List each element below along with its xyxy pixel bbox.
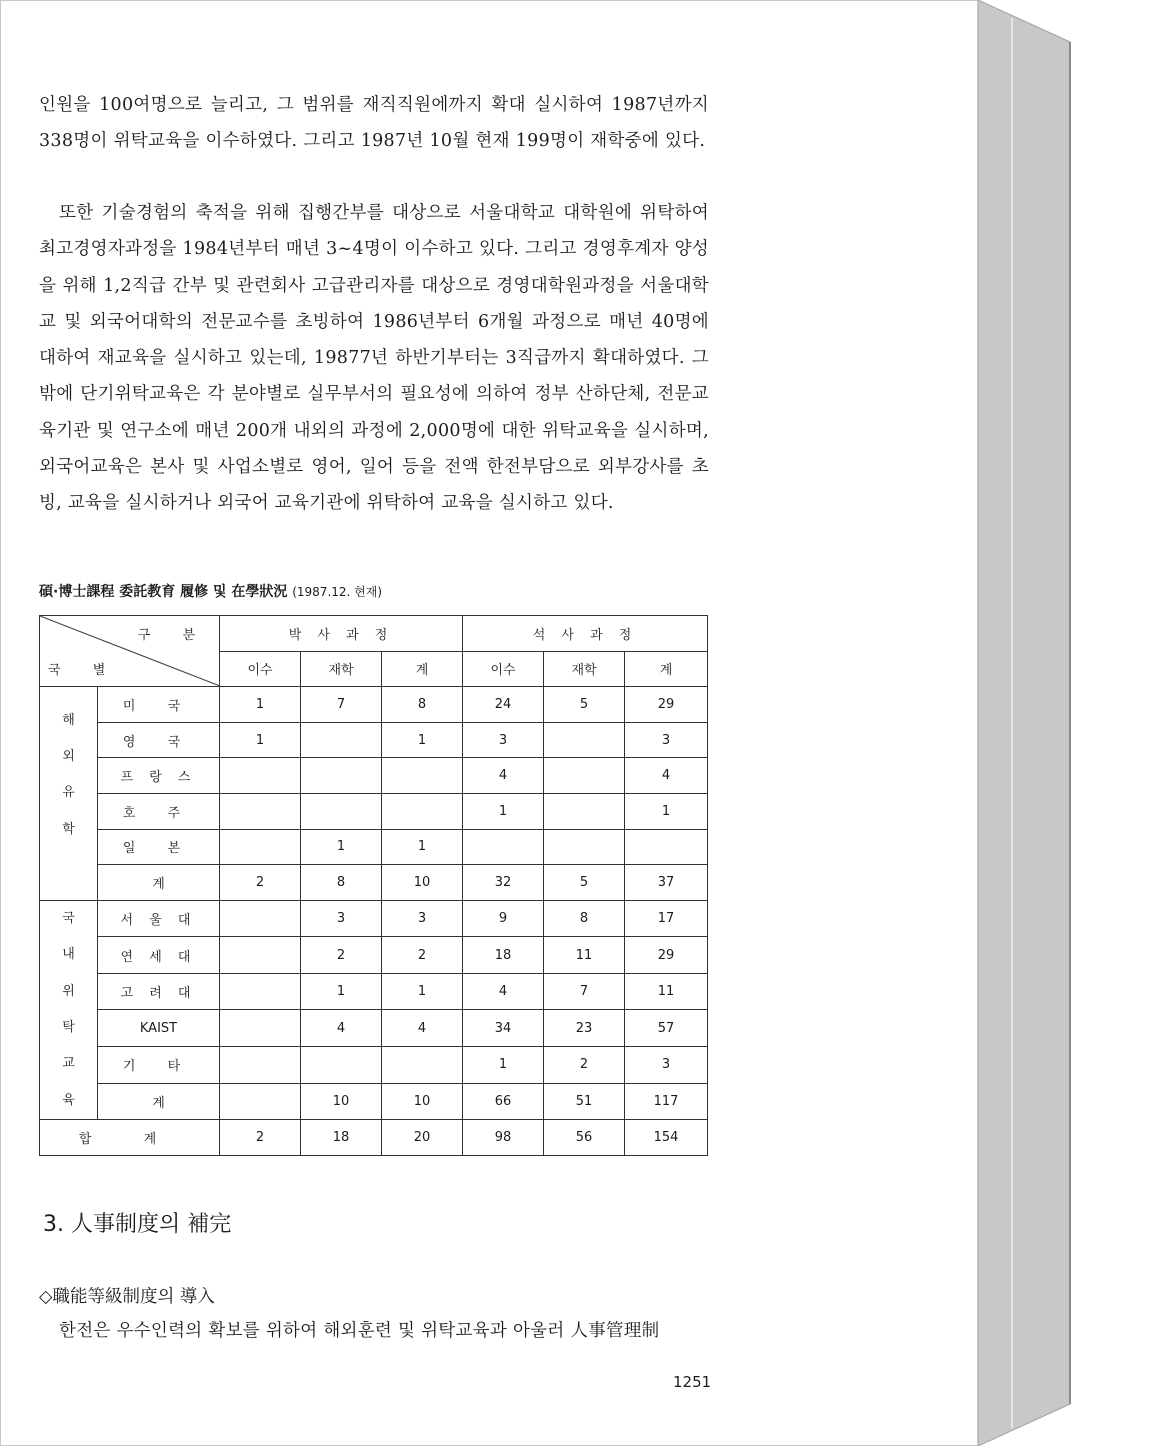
table-row [40, 1083, 708, 1120]
table-row [40, 829, 708, 865]
table-cell: 23 [544, 1010, 625, 1047]
table-cell [220, 793, 301, 829]
paragraph-2: 또한 기술경험의 축적을 위해 집행간부를 대상으로 서울대학교 대학원에 위탁하여 최고경영자과정을 1984년부터 매년 3~4명이 이수하고 있다. 그리고 경영후계자 양성을 위해 1,2직급 간부 및 관련회사 고급관리자를 대상으로 경영대학원과정을 서울대학교 및 외국어대학의 전문교수를 초빙하여 1986년부터 6개월 과정으로 매년 40명에 대하여 재교육을 실시하고 있는데, 19877년 하반기부터는 3직급까지 확대하였다. 그 밖에 단기위탁교육은 각 분야별로 실무부서의 필요성에 의하여 정부 산하단체, 전문교육기관 및 연구소에 매년 200개 내외의 과정에 2,000명에 대한 위탁교육을 실시하며, 외국어교육은 본사 및 사업소별로 영어, 일어 등을 전액 한전부담으로 외부강사를 초빙, 교육을 실시하거나 외국어 교육기관에 위탁하여 교육을 실시하고 있다. [39, 203, 709, 514]
table-cell: 7 [544, 973, 625, 1010]
table-cell: 1 [220, 687, 301, 723]
table-cell: 3 [625, 722, 708, 758]
sub-header: 계 [382, 651, 463, 687]
table-cell: 98 [463, 1120, 544, 1156]
table-cell: 3 [382, 900, 463, 937]
table-cell: 29 [625, 937, 708, 974]
table-cell: 2 [382, 937, 463, 974]
table-cell: 2 [544, 1047, 625, 1084]
row-label: 미 국 [98, 687, 220, 723]
table-row [40, 1047, 708, 1084]
table-cell: 1 [382, 973, 463, 1010]
group-char: 내 [62, 947, 75, 963]
table-cell: 56 [544, 1120, 625, 1156]
table-cell: 10 [301, 1083, 382, 1120]
table-row [40, 687, 708, 723]
header-category: 구 분 [137, 628, 209, 643]
table-cell [301, 758, 382, 794]
table-row [40, 973, 708, 1010]
table-cell [220, 1010, 301, 1047]
row-label: 서 울 대 [98, 900, 220, 937]
group-char: 육 [62, 1092, 75, 1108]
table-caption-title: 碩·博士課程 委託教育 履修 및 在學狀況 [39, 584, 288, 600]
group-char: 외 [62, 749, 75, 765]
group-char: 국 [62, 910, 75, 926]
table-cell: 4 [463, 758, 544, 794]
table-cell [544, 829, 625, 865]
table-cell [220, 900, 301, 937]
table-cell: 5 [544, 687, 625, 723]
row-label: 연 세 대 [98, 937, 220, 974]
education-status-table [39, 615, 708, 1156]
table-cell: 51 [544, 1083, 625, 1120]
table-cell: 3 [301, 900, 382, 937]
table-cell: 3 [463, 722, 544, 758]
table-cell: 1 [625, 793, 708, 829]
table-cell: 7 [301, 687, 382, 723]
table-cell: 57 [625, 1010, 708, 1047]
table-cell: 1 [463, 1047, 544, 1084]
row-label: KAIST [98, 1010, 220, 1047]
domestic-group-label [40, 900, 98, 1119]
sub-header: 재학 [301, 651, 382, 687]
row-label: 고 려 대 [98, 973, 220, 1010]
paragraph-3: 한전은 우수인력의 확보를 위하여 해외훈련 및 위탁교육과 아울러 人事管理制 [59, 1321, 660, 1341]
table-cell: 1 [463, 793, 544, 829]
overseas-group-label [40, 687, 98, 901]
table-cell: 4 [625, 758, 708, 794]
sub-title: ◇職能等級制度의 導入 [39, 1287, 215, 1307]
table-cell: 10 [382, 865, 463, 901]
table-caption-date: (1987.12. 현재) [292, 585, 383, 599]
table-cell: 1 [382, 722, 463, 758]
table-row [40, 865, 708, 901]
header-master: 석 사 과 정 [463, 616, 708, 652]
table-corner-header [40, 616, 220, 687]
table-cell: 66 [463, 1083, 544, 1120]
table-cell: 10 [382, 1083, 463, 1120]
table-cell: 1 [301, 829, 382, 865]
table-cell [220, 829, 301, 865]
table-cell [220, 1047, 301, 1084]
table-cell: 24 [463, 687, 544, 723]
table-cell [220, 758, 301, 794]
table-cell: 8 [544, 900, 625, 937]
sub-header: 계 [625, 651, 708, 687]
table-cell: 3 [625, 1047, 708, 1084]
table-cell: 11 [625, 973, 708, 1010]
table-row [40, 793, 708, 829]
header-country: 국 별 [48, 663, 120, 679]
table-cell: 4 [301, 1010, 382, 1047]
table-cell: 4 [463, 973, 544, 1010]
page-number: 1251 [673, 1373, 712, 1391]
table-cell: 5 [544, 865, 625, 901]
table-cell: 37 [625, 865, 708, 901]
group-char: 해 [62, 712, 75, 728]
table-cell: 4 [382, 1010, 463, 1047]
row-label: 일 본 [98, 829, 220, 865]
table-cell: 2 [220, 865, 301, 901]
table-row [40, 900, 708, 937]
table-cell: 154 [625, 1120, 708, 1156]
table-cell [382, 758, 463, 794]
table-cell: 1 [301, 973, 382, 1010]
table-cell [301, 793, 382, 829]
table-cell: 2 [220, 1120, 301, 1156]
table-cell [382, 1047, 463, 1084]
table-cell: 18 [301, 1120, 382, 1156]
total-label: 합 계 [40, 1120, 220, 1156]
table-cell: 34 [463, 1010, 544, 1047]
table-row [40, 937, 708, 974]
table-cell: 1 [382, 829, 463, 865]
table-cell [301, 722, 382, 758]
table-cell [220, 937, 301, 974]
book-edge-decoration [978, 0, 1173, 1446]
table-cell: 8 [301, 865, 382, 901]
group-char: 탁 [62, 1019, 75, 1035]
row-label: 영 국 [98, 722, 220, 758]
table-row [40, 1010, 708, 1047]
table-cell [382, 793, 463, 829]
table-cell [625, 829, 708, 865]
table-cell [544, 758, 625, 794]
sub-header: 이수 [463, 651, 544, 687]
table-cell [220, 1083, 301, 1120]
table-cell: 18 [463, 937, 544, 974]
table-caption [39, 581, 382, 601]
table-row [40, 722, 708, 758]
total-row [40, 1120, 708, 1156]
row-label: 계 [98, 1083, 220, 1120]
group-char: 교 [62, 1056, 75, 1072]
table-cell: 17 [625, 900, 708, 937]
sub-header: 이수 [220, 651, 301, 687]
table-cell: 29 [625, 687, 708, 723]
group-char: 유 [62, 785, 75, 801]
table-cell: 117 [625, 1083, 708, 1120]
table-cell [544, 793, 625, 829]
row-label: 계 [98, 865, 220, 901]
table-cell: 2 [301, 937, 382, 974]
row-label: 기 타 [98, 1047, 220, 1084]
header-doctor: 박 사 과 정 [220, 616, 463, 652]
table-row [40, 758, 708, 794]
table-cell [463, 829, 544, 865]
sub-header: 재학 [544, 651, 625, 687]
table-cell [220, 973, 301, 1010]
table-cell: 32 [463, 865, 544, 901]
paragraph-1: 인원을 100여명으로 늘리고, 그 범위를 재직직원에까지 확대 실시하여 1987년까지 338명이 위탁교육을 이수하였다. 그리고 1987년 10월 현재 199명이 재학중에 있다. [39, 95, 709, 152]
table-cell: 9 [463, 900, 544, 937]
table-cell [301, 1047, 382, 1084]
table-cell [544, 722, 625, 758]
section-title: 3. 人事制度의 補完 [43, 1212, 232, 1237]
table-cell: 8 [382, 687, 463, 723]
table-cell: 1 [220, 722, 301, 758]
table-cell: 20 [382, 1120, 463, 1156]
row-label: 호 주 [98, 793, 220, 829]
group-char: 위 [62, 983, 75, 999]
table-cell: 11 [544, 937, 625, 974]
group-char: 학 [62, 821, 75, 837]
row-label: 프 랑 스 [98, 758, 220, 794]
